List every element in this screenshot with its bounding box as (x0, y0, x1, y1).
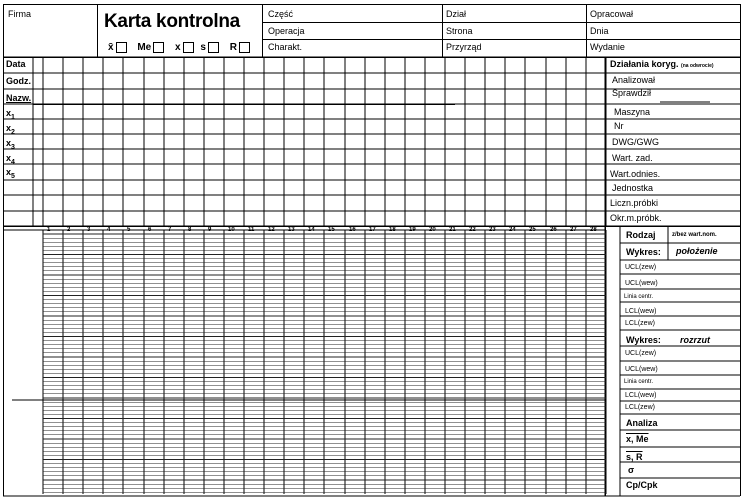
label-maszyna: Maszyna (614, 107, 651, 117)
column-number: 15 (328, 227, 335, 233)
label-analiza: Analiza (626, 418, 658, 428)
label-jednostka: Jednostka (612, 183, 654, 193)
column-number: 12 (268, 227, 275, 233)
column-number: 24 (509, 227, 516, 233)
column-number: 27 (570, 227, 577, 233)
row-label-x1: $x_1$ (6, 108, 15, 121)
row-label-x4: $x_4$ (6, 153, 15, 166)
column-number: 11 (248, 227, 255, 233)
header-charakt: Charakt. (268, 42, 303, 52)
column-number: 17 (369, 227, 376, 233)
label-liczn: Liczn.próbki (610, 198, 659, 208)
page-title: Karta kontrolna (104, 11, 240, 32)
option-s-label: s (200, 42, 206, 54)
column-number: 21 (449, 227, 456, 233)
column-number: 9 (208, 227, 212, 233)
label-rodzaj: Rodzaj (626, 230, 656, 240)
option-xbar-label: x̄ (108, 42, 114, 54)
column-number: 1 (47, 227, 51, 233)
row-label-x3: $x_3$ (6, 138, 15, 151)
label-s-r: s, R (626, 452, 643, 462)
header-dnia: Dnia (590, 26, 609, 36)
label-wart-odn: Wart.odnies. (610, 169, 661, 179)
header-opracowal: Opracował (590, 9, 634, 19)
label-lcl-zew-2: LCL(zew) (625, 404, 655, 411)
label-polozenie: położenie (676, 246, 718, 256)
column-number: 22 (469, 227, 476, 233)
label-x-me: x, Me (626, 434, 649, 444)
label-wykres-1: Wykres: (626, 247, 661, 257)
label-dzialania: Działania koryg. (na odwrocie) (610, 59, 714, 69)
label-rozrzut: rozrzut (680, 335, 710, 345)
column-number: 16 (349, 227, 356, 233)
header-strona: Strona (446, 26, 473, 36)
option-me-label: Me (137, 42, 152, 54)
column-number: 13 (288, 227, 295, 233)
column-number: 26 (550, 227, 557, 233)
column-number: 14 (308, 227, 315, 233)
label-dwg: DWG/GWG (612, 137, 659, 147)
label-ucl-wew-2: UCL(wew) (625, 366, 658, 373)
label-cp-cpk: Cp/Cpk (626, 480, 658, 490)
column-number: 28 (590, 227, 597, 233)
row-label-godz: Godz. (6, 76, 31, 86)
row-label-data: Data (6, 59, 26, 69)
header-przyrzad: Przyrząd (446, 42, 482, 52)
label-sigma: σ (628, 465, 635, 475)
column-number: 10 (228, 227, 235, 233)
label-lcl-wew-2: LCL(wew) (625, 392, 657, 399)
label-wart-zad: Wart. zad. (612, 153, 653, 163)
label-nr: Nr (614, 121, 624, 131)
column-number: 19 (409, 227, 416, 233)
column-number: 20 (429, 227, 436, 233)
column-number: 23 (489, 227, 496, 233)
label-linia-2: Linia centr. (624, 379, 654, 385)
column-number: 8 (188, 227, 192, 233)
header-operacja: Operacja (268, 26, 305, 36)
label-ucl-zew-2: UCL(zew) (625, 350, 657, 357)
column-number: 4 (107, 227, 111, 233)
header-czesc: Część (268, 9, 294, 19)
label-okr: Okr.m.próbk. (610, 213, 662, 223)
column-number: 3 (87, 227, 91, 233)
column-number: 18 (389, 227, 396, 233)
firma-label: Firma (8, 9, 31, 19)
column-number: 25 (529, 227, 536, 233)
header-wydanie: Wydanie (590, 42, 625, 52)
header-dzial: Dział (446, 9, 467, 19)
label-analizowal: Analizował (612, 75, 656, 85)
label-lcl-zew-1: LCL(zew) (625, 320, 655, 327)
option-x-label: x (175, 42, 181, 54)
row-label-nazw: Nazw. (6, 93, 32, 103)
column-number: 7 (168, 227, 172, 233)
column-number: 6 (148, 227, 152, 233)
label-rodzaj-val: z/bez wart.nom. (672, 232, 717, 238)
label-lcl-wew-1: LCL(wew) (625, 308, 657, 315)
label-sprawdzil: Sprawdził (612, 88, 652, 98)
label-linia-1: Linia centr. (624, 294, 654, 300)
label-ucl-zew-1: UCL(zew) (625, 264, 657, 271)
row-label-x5: $x_5$ (6, 167, 15, 180)
row-label-x2: $x_2$ (6, 123, 15, 136)
column-number: 2 (67, 227, 71, 233)
column-number: 5 (127, 227, 131, 233)
label-ucl-wew-1: UCL(wew) (625, 280, 658, 287)
label-wykres-2: Wykres: (626, 335, 661, 345)
option-r-label: R (229, 42, 237, 54)
